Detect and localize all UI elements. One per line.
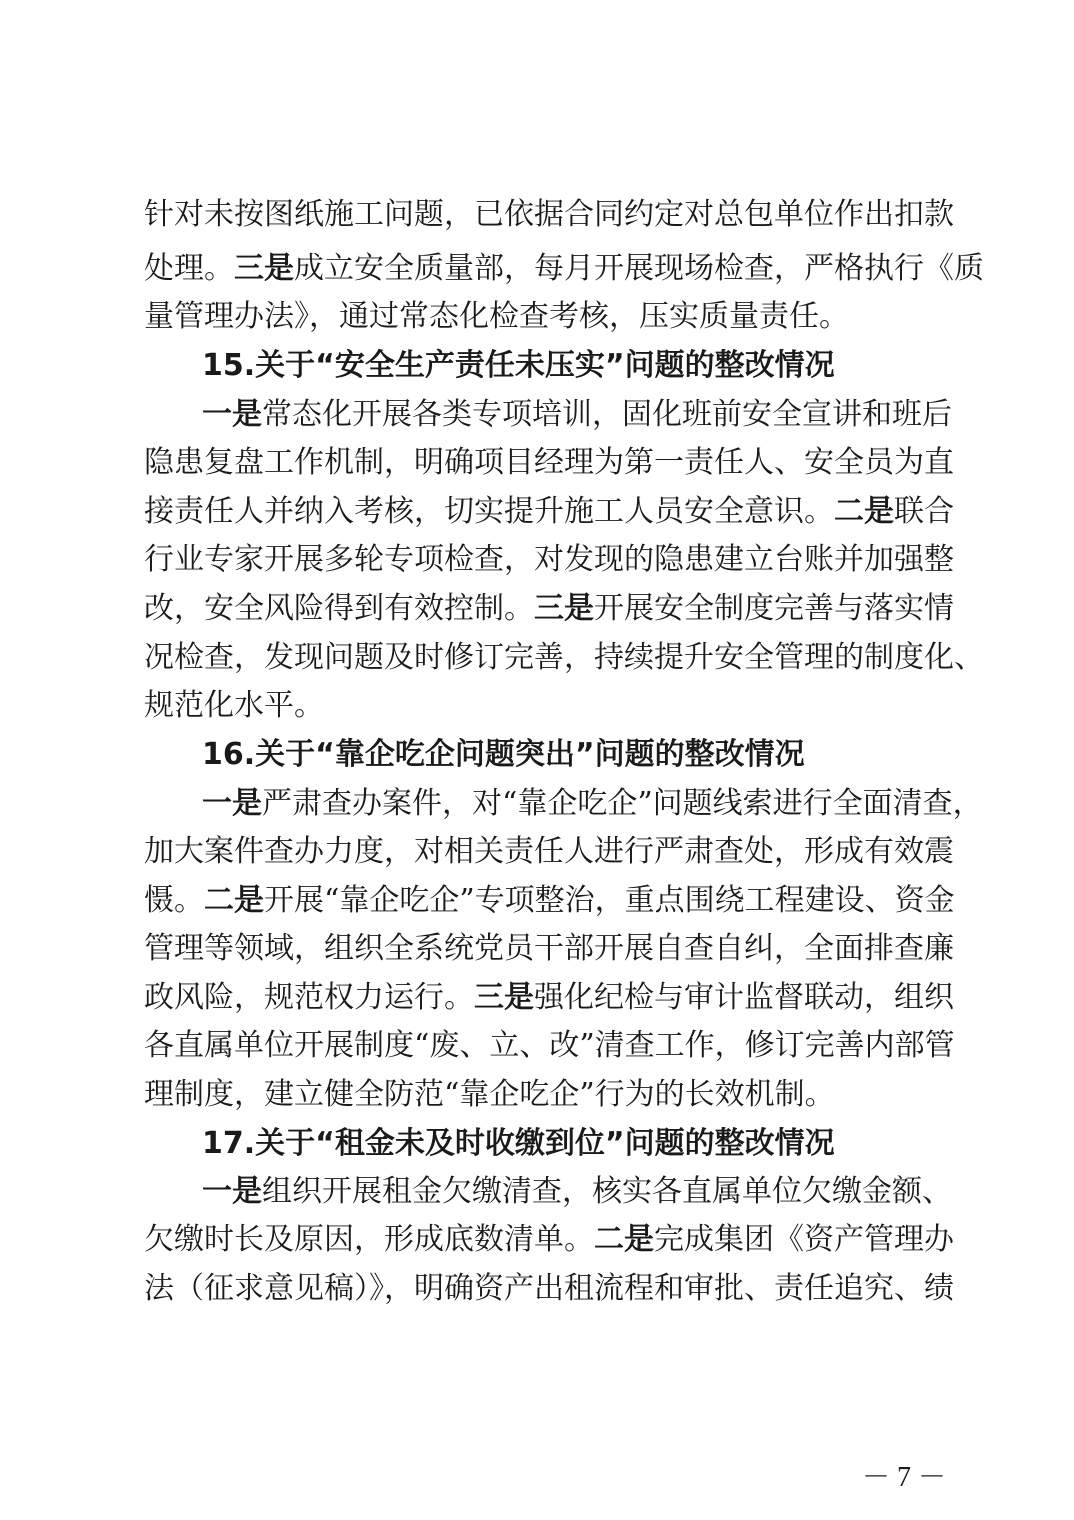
text-segment: 15.关于“安全生产责任未压实”问题的整改情况 [202, 348, 835, 383]
body-text-line [144, 1216, 954, 1264]
body-text-line [144, 1071, 934, 1119]
body-text-line [202, 391, 952, 439]
body-text-line [144, 439, 954, 487]
body-text-line [144, 585, 954, 633]
emphasis-marker: 三是 [474, 980, 534, 1015]
body-text-line [144, 536, 954, 584]
body-text-line [144, 191, 954, 239]
section-heading-17 [202, 1120, 934, 1168]
text-segment: 管理等领域，组织全系统党员干部开展自查自纠，全面排查廉 [144, 931, 954, 966]
text-segment: 17.关于“租金未及时收缴到位”问题的整改情况 [202, 1126, 835, 1161]
emphasis-marker: 一是 [202, 786, 262, 821]
emphasis-marker: 二是 [594, 1222, 654, 1257]
text-segment: 慑。 [144, 883, 204, 918]
body-text-line [144, 634, 984, 682]
text-segment: 常态化开展各类专项培训，固化班前安全宣讲和班后 [262, 397, 952, 432]
text-segment: 严肃查办案件，对“靠企吃企”问题线索进行全面清查， [262, 786, 983, 821]
body-text-line [144, 488, 954, 536]
text-segment: 规范化水平。 [144, 688, 324, 723]
emphasis-marker: 三是 [234, 251, 294, 286]
emphasis-marker: 三是 [534, 591, 594, 626]
section-heading-15 [202, 342, 934, 390]
page-number: － 7 － [862, 1462, 947, 1493]
text-segment: 理制度，建立健全防范“靠企吃企”行为的长效机制。 [144, 1077, 835, 1112]
text-segment: 联合 [894, 494, 954, 529]
text-segment: 隐患复盘工作机制，明确项目经理为第一责任人、安全员为直 [144, 445, 954, 480]
text-segment: 16.关于“靠企吃企问题突出”问题的整改情况 [202, 737, 805, 772]
body-text-line [144, 1022, 955, 1070]
section-heading-16 [202, 731, 934, 779]
body-text-line [144, 293, 934, 341]
emphasis-marker: 二是 [834, 494, 894, 529]
text-segment: 改，安全风险得到有效控制。 [144, 591, 534, 626]
text-segment: 完成集团《资产管理办 [654, 1222, 954, 1257]
body-text-line [144, 682, 934, 730]
text-segment: 针对未按图纸施工问题，已依据合同约定对总包单位作出扣款 [144, 197, 954, 232]
body-text-line [144, 925, 954, 973]
body-text-line [144, 974, 954, 1022]
body-text-line [144, 828, 954, 876]
emphasis-marker: 一是 [202, 1174, 262, 1209]
text-segment: 处理。 [144, 251, 234, 286]
text-segment: 接责任人并纳入考核，切实提升施工人员安全意识。 [144, 494, 834, 529]
text-segment: 开展安全制度完善与落实情 [594, 591, 954, 626]
text-segment: 行业专家开展多轮专项检查，对发现的隐患建立台账并加强整 [144, 542, 954, 577]
text-segment: 组织开展租金欠缴清查，核实各直属单位欠缴金额、 [262, 1174, 952, 1209]
body-text-line [202, 780, 983, 828]
text-segment: 法（征求意见稿）》，明确资产出租流程和审批、责任追究、绩 [144, 1271, 954, 1306]
body-text-line [144, 877, 955, 925]
text-segment: 欠缴时长及原因，形成底数清单。 [144, 1222, 594, 1257]
body-text-line [144, 1265, 954, 1313]
text-segment: 成立安全质量部，每月开展现场检查，严格执行《质 [294, 251, 984, 286]
text-segment: 开展“靠企吃企”专项整治，重点围绕工程建设、资金 [264, 883, 955, 918]
text-segment: 况检查，发现问题及时修订完善，持续提升安全管理的制度化、 [144, 640, 984, 675]
body-text-line [144, 245, 984, 293]
text-segment: 强化纪检与审计监督联动，组织 [534, 980, 954, 1015]
text-segment: 加大案件查办力度，对相关责任人进行严肃查处，形成有效震 [144, 834, 954, 869]
text-segment: 量管理办法》，通过常态化检查考核，压实质量责任。 [144, 299, 849, 334]
text-segment: 各直属单位开展制度“废、立、改”清查工作，修订完善内部管 [144, 1028, 955, 1063]
emphasis-marker: 一是 [202, 397, 262, 432]
emphasis-marker: 二是 [204, 883, 264, 918]
text-segment: 政风险，规范权力运行。 [144, 980, 474, 1015]
body-text-line [202, 1168, 952, 1216]
